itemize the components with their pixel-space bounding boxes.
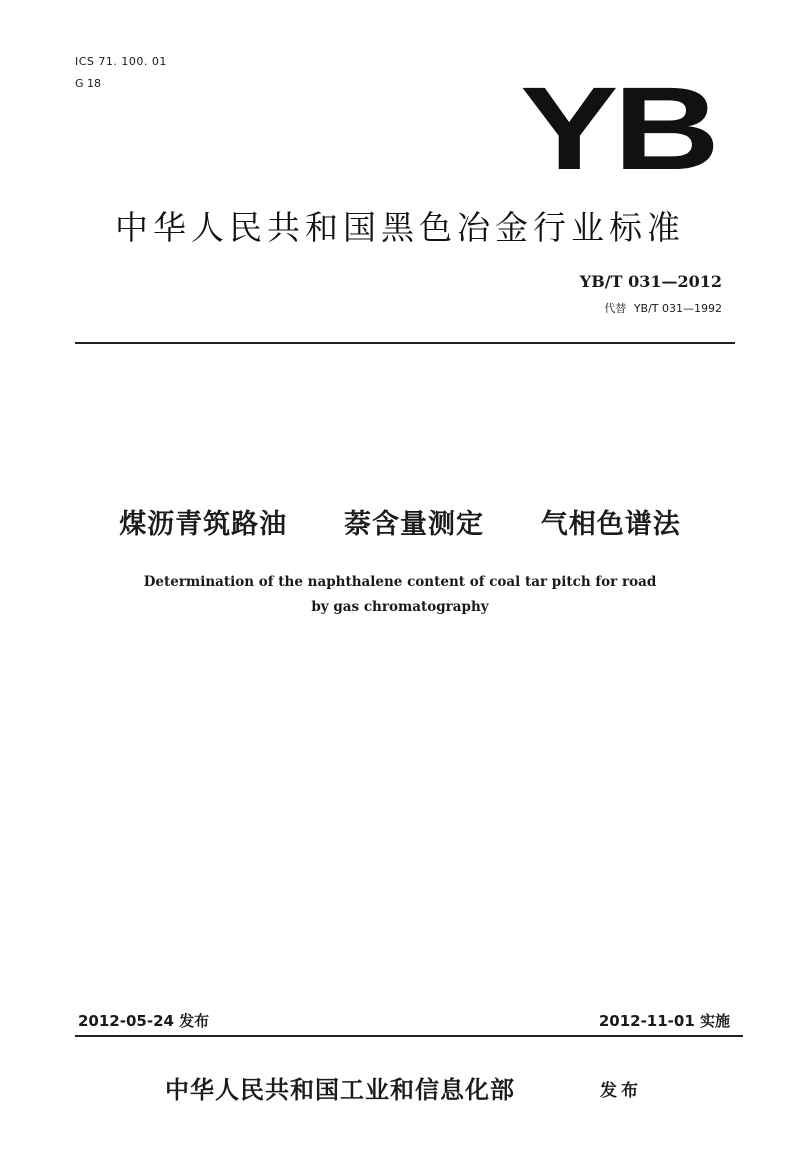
publish-date: 2012-05-24 发布: [78, 1012, 210, 1030]
replaces-code: YB/T 031—1992: [633, 302, 722, 315]
footer-divider: [75, 1035, 743, 1037]
yb-logo: YB: [520, 63, 715, 195]
replaces-line: [600, 300, 722, 316]
issuer-name: 中华人民共和国工业和信息化部: [165, 1075, 515, 1104]
chinese-title: 煤沥青筑路油 萘含量测定 气相色谱法: [119, 509, 681, 540]
header-divider: [75, 342, 735, 344]
issue-label: 发布: [600, 1081, 642, 1101]
english-title-line2: by gas chromatography: [311, 599, 489, 615]
english-title: [0, 570, 800, 620]
english-title-line1: Determination of the naphthalene content of coal tar pitch for road: [143, 574, 657, 590]
standard-code: YB/T 031—2012: [579, 272, 722, 291]
replaces-label: 代替: [604, 302, 627, 315]
organization-title: 中华人民共和国黑色冶金行业标准: [115, 208, 685, 247]
ics-code: ICS 71. 100. 01: [75, 55, 167, 68]
implement-date: 2012-11-01 实施: [598, 1012, 730, 1030]
classification-code: G 18: [75, 77, 102, 90]
